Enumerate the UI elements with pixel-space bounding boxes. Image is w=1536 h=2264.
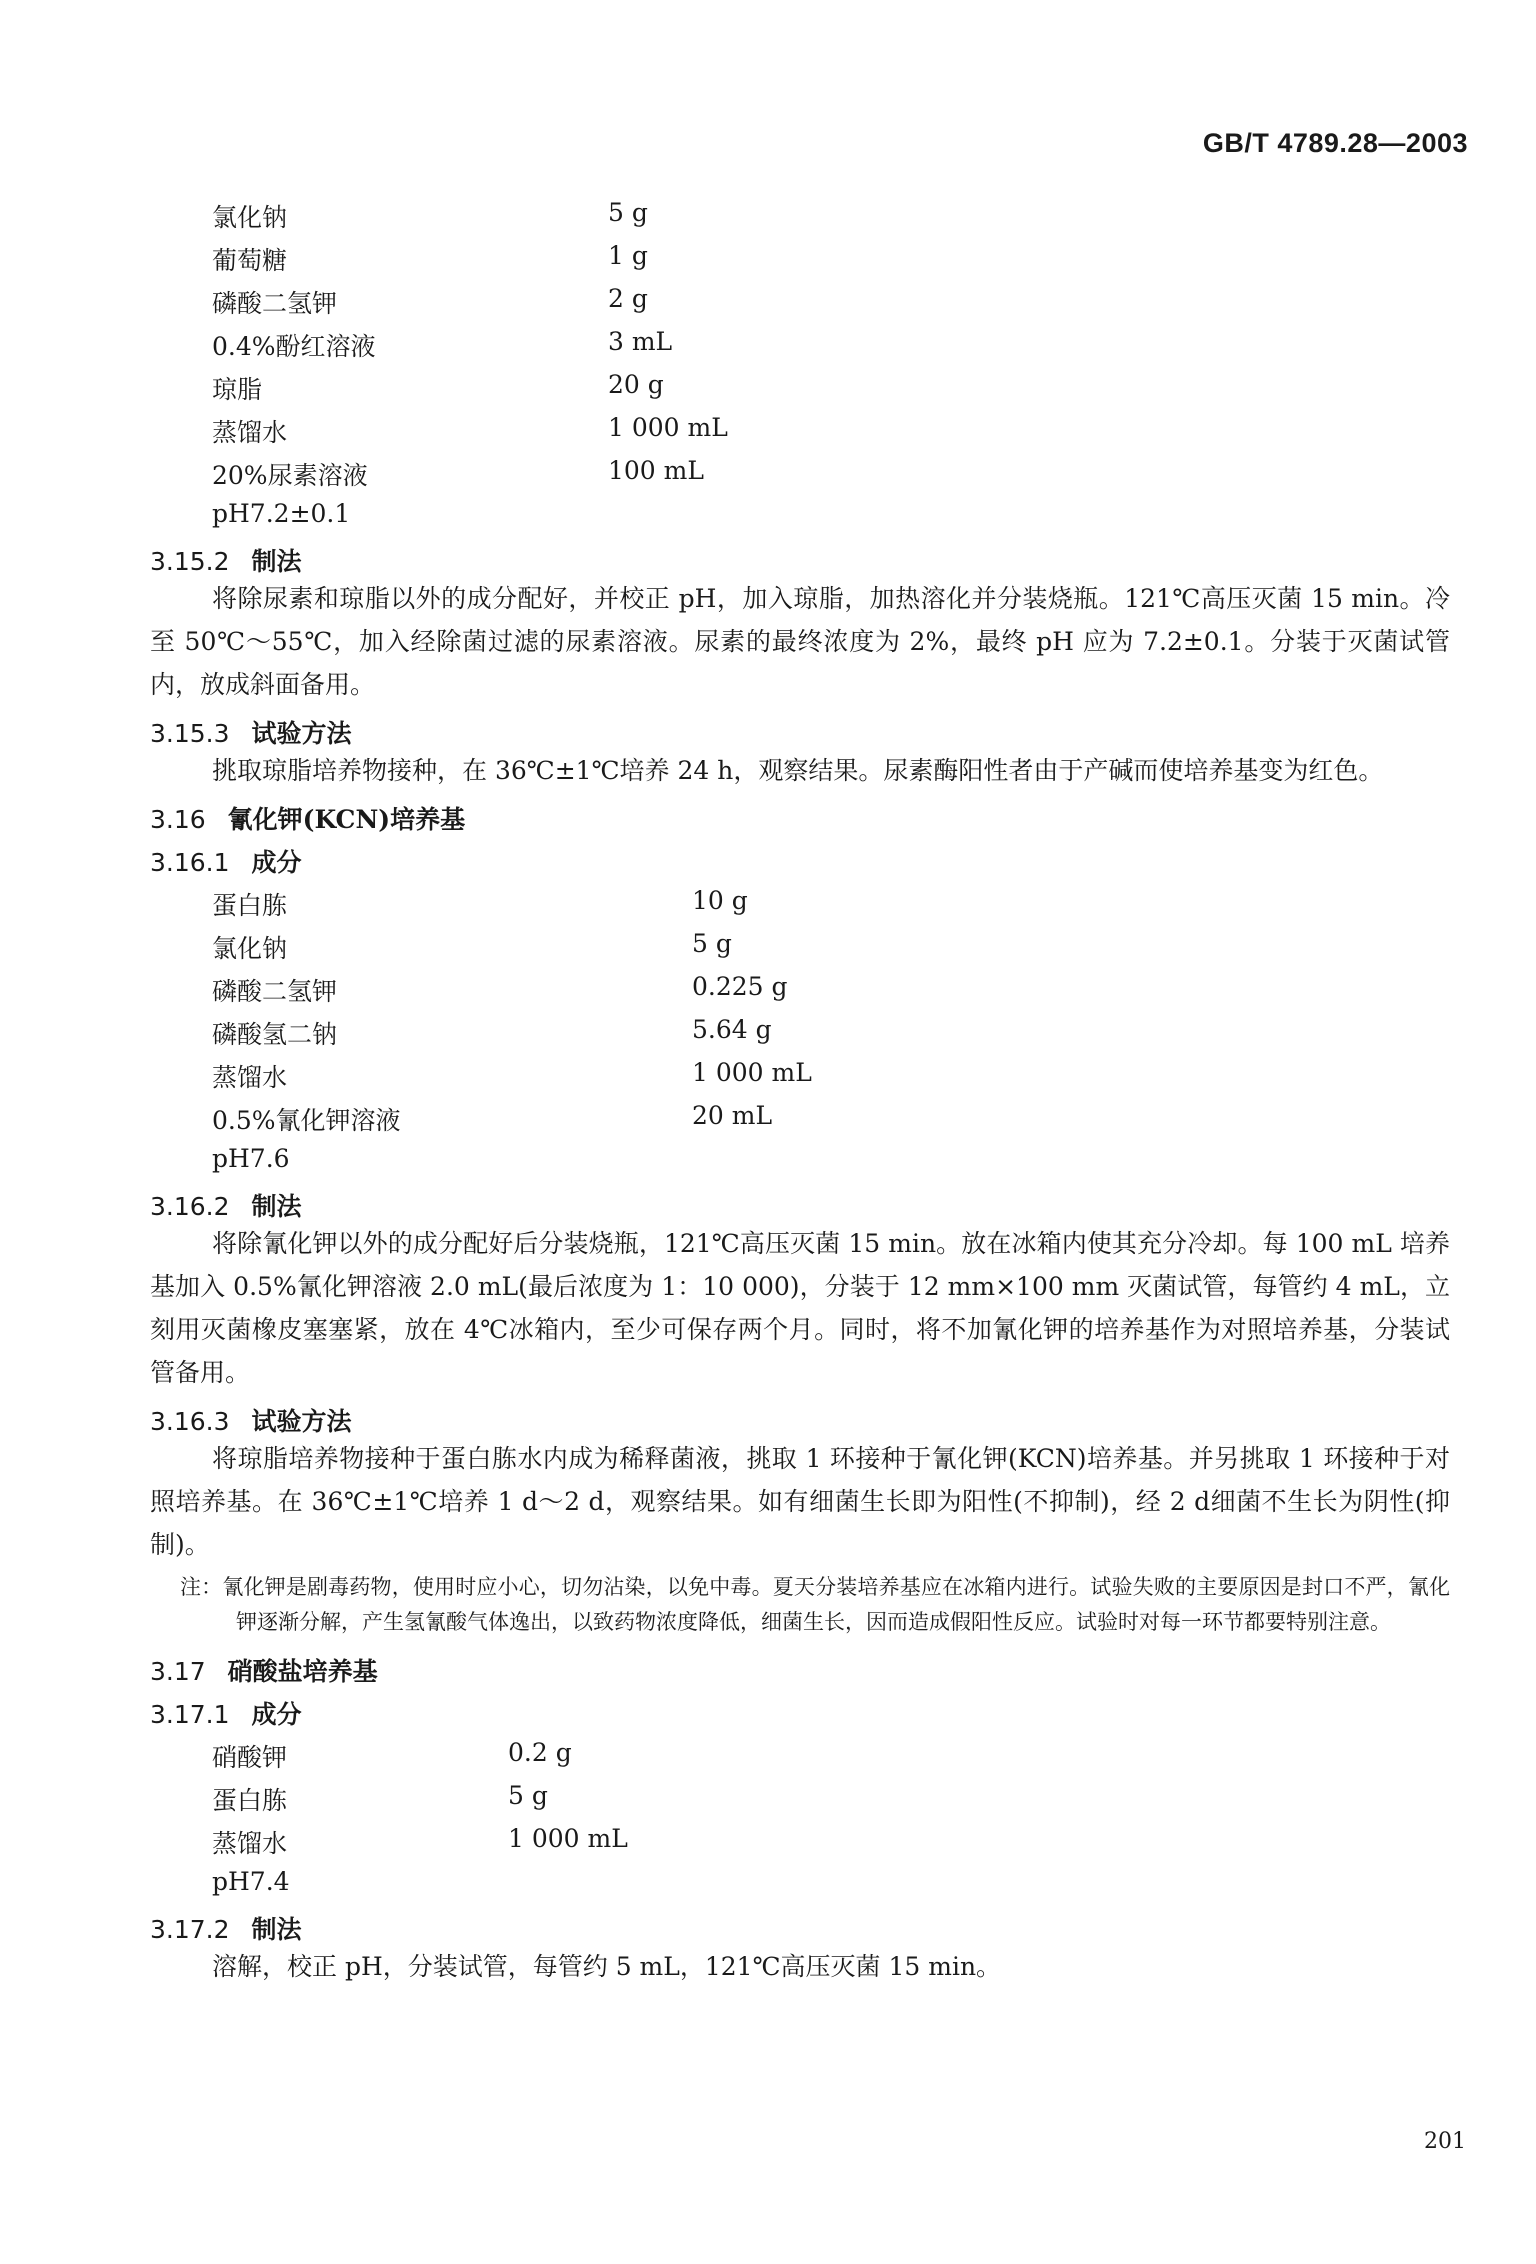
ingredient-name: 蛋白胨 [212, 891, 288, 920]
ingredient-row [150, 878, 1450, 921]
section-heading [150, 1902, 1450, 1945]
ingredient-amount: 20 g [608, 370, 664, 399]
section-number: 3.17.2 [150, 1915, 230, 1944]
section-number: 3.16 [150, 805, 206, 834]
ingredient-amount: 5 g [608, 198, 648, 227]
ingredient-row [150, 276, 1450, 319]
standard-code: GB/T 4789.28—2003 [1202, 128, 1468, 158]
section-number: 3.17.1 [150, 1700, 230, 1729]
ingredient-row [150, 1093, 1450, 1136]
ingredient-name: 蒸馏水 [212, 418, 288, 447]
ingredient-table-nitrate [150, 1730, 1450, 1902]
ingredient-amount: 1 000 mL [692, 1058, 812, 1087]
section-number: 3.16.3 [150, 1407, 230, 1436]
section-number: 3.16.1 [150, 848, 230, 877]
section-title: 制法 [251, 547, 302, 576]
section-number: 3.17 [150, 1657, 206, 1686]
ingredient-name: 氯化钠 [212, 934, 288, 963]
ingredient-row [150, 1050, 1450, 1093]
ingredient-row [150, 233, 1450, 276]
ingredient-name: 蒸馏水 [212, 1829, 288, 1858]
ingredient-row [150, 1730, 1450, 1773]
ingredient-row [150, 405, 1450, 448]
section-number: 3.15.2 [150, 547, 230, 576]
ingredient-name: 琼脂 [212, 375, 263, 404]
ingredient-amount: 3 mL [608, 327, 673, 356]
ingredient-name: 磷酸二氢钾 [212, 977, 338, 1006]
ph-value: pH7.6 [212, 1144, 290, 1173]
ingredient-amount: 1 000 mL [508, 1824, 628, 1853]
section-heading [150, 706, 1450, 749]
ingredient-row [150, 964, 1450, 1007]
section-heading [150, 1644, 1450, 1687]
section-title: 试验方法 [251, 1407, 352, 1436]
ingredient-row [150, 921, 1450, 964]
section-title: 氰化钾(KCN)培养基 [227, 805, 466, 834]
section-title: 成分 [251, 848, 302, 877]
ingredient-row [150, 362, 1450, 405]
ph-value: pH7.2±0.1 [212, 499, 351, 528]
ingredient-row [150, 1007, 1450, 1050]
page-number: 201 [1424, 2129, 1466, 2154]
ingredient-amount: 5.64 g [692, 1015, 772, 1044]
ingredient-amount: 1 g [608, 241, 648, 270]
section-paragraph: 挑取琼脂培养物接种，在 36℃±1℃培养 24 h，观察结果。尿素酶阳性者由于产碱而使培养基变为红色。 [212, 756, 1384, 785]
section-title: 制法 [251, 1915, 302, 1944]
section-heading [150, 792, 1450, 835]
ingredient-name: 0.5%氰化钾溶液 [212, 1106, 401, 1135]
ingredient-amount: 10 g [692, 886, 748, 915]
ingredient-name: 20%尿素溶液 [212, 461, 368, 490]
ingredient-amount: 0.225 g [692, 972, 788, 1001]
section-number: 3.15.3 [150, 719, 230, 748]
document-body [150, 190, 1450, 1988]
section-heading [150, 1179, 1450, 1222]
ingredient-name: 磷酸二氢钾 [212, 289, 338, 318]
section-number: 3.16.2 [150, 1192, 230, 1221]
ingredient-table-kcn [150, 878, 1450, 1179]
section-title: 制法 [251, 1192, 302, 1221]
ingredient-row [150, 1816, 1450, 1859]
section-heading [150, 1687, 1450, 1730]
ingredient-row [150, 319, 1450, 362]
ingredient-amount: 1 000 mL [608, 413, 728, 442]
ingredient-amount: 2 g [608, 284, 648, 313]
section-paragraph: 将除尿素和琼脂以外的成分配好，并校正 pH，加入琼脂，加热溶化并分装烧瓶。121℃高压灭菌 15 min。冷至 50℃～55℃，加入经除菌过滤的尿素溶液。尿素的最终浓度为 2%，最终 pH 应为 7.2±0.1。分装于灭菌试管内，放成斜面备用。 [150, 584, 1450, 699]
section-paragraph: 将除氰化钾以外的成分配好后分装烧瓶，121℃高压灭菌 15 min。放在冰箱内使其充分冷却。每 100 mL 培养基加入 0.5%氰化钾溶液 2.0 mL(最后浓度为 1：10 000)，分装于 12 mm×100 mm 灭菌试管，每管约 4 mL，立刻用灭菌橡皮塞塞紧，放在 4℃冰箱内，至少可保存两个月。同时，将不加氰化钾的培养基作为对照培养基，分装试管备用。 [150, 1229, 1450, 1387]
ingredient-name: 磷酸氢二钠 [212, 1020, 338, 1049]
section-heading [150, 534, 1450, 577]
ingredient-row [150, 190, 1450, 233]
ingredient-name: 氯化钠 [212, 203, 288, 232]
ingredient-row [150, 1773, 1450, 1816]
section-title: 试验方法 [251, 719, 352, 748]
ingredient-name: 蛋白胨 [212, 1786, 288, 1815]
ingredient-name: 0.4%酚红溶液 [212, 332, 376, 361]
ingredient-name: 硝酸钾 [212, 1743, 288, 1772]
ingredient-name: 葡萄糖 [212, 246, 288, 275]
ingredient-table-urea [150, 190, 1450, 534]
section-heading [150, 1394, 1450, 1437]
ph-value: pH7.4 [212, 1867, 290, 1896]
ingredient-amount: 5 g [692, 929, 732, 958]
section-heading [150, 835, 1450, 878]
section-title: 成分 [251, 1700, 302, 1729]
ingredient-amount: 100 mL [608, 456, 704, 485]
ingredient-amount: 0.2 g [508, 1738, 572, 1767]
ingredient-amount: 20 mL [692, 1101, 773, 1130]
section-paragraph: 将琼脂培养物接种于蛋白胨水内成为稀释菌液，挑取 1 环接种于氰化钾(KCN)培养基。并另挑取 1 环接种于对照培养基。在 36℃±1℃培养 1 d～2 d，观察结果。如有细菌生长即为阳性(不抑制)，经 2 d细菌不生长为阴性(抑制)。 [150, 1444, 1450, 1559]
section-paragraph: 溶解，校正 pH，分装试管，每管约 5 mL，121℃高压灭菌 15 min。 [212, 1952, 1002, 1981]
section-title: 硝酸盐培养基 [227, 1657, 378, 1686]
ingredient-name: 蒸馏水 [212, 1063, 288, 1092]
safety-note: 注：氰化钾是剧毒药物，使用时应小心，切勿沾染，以免中毒。夏天分装培养基应在冰箱内进行。试验失败的主要原因是封口不严，氰化钾逐渐分解，产生氢氰酸气体逸出，以致药物浓度降低，细菌生长，因而造成假阳性反应。试验时对每一环节都要特别注意。 [180, 1575, 1450, 1634]
ingredient-row [150, 448, 1450, 491]
ingredient-amount: 5 g [508, 1781, 548, 1810]
